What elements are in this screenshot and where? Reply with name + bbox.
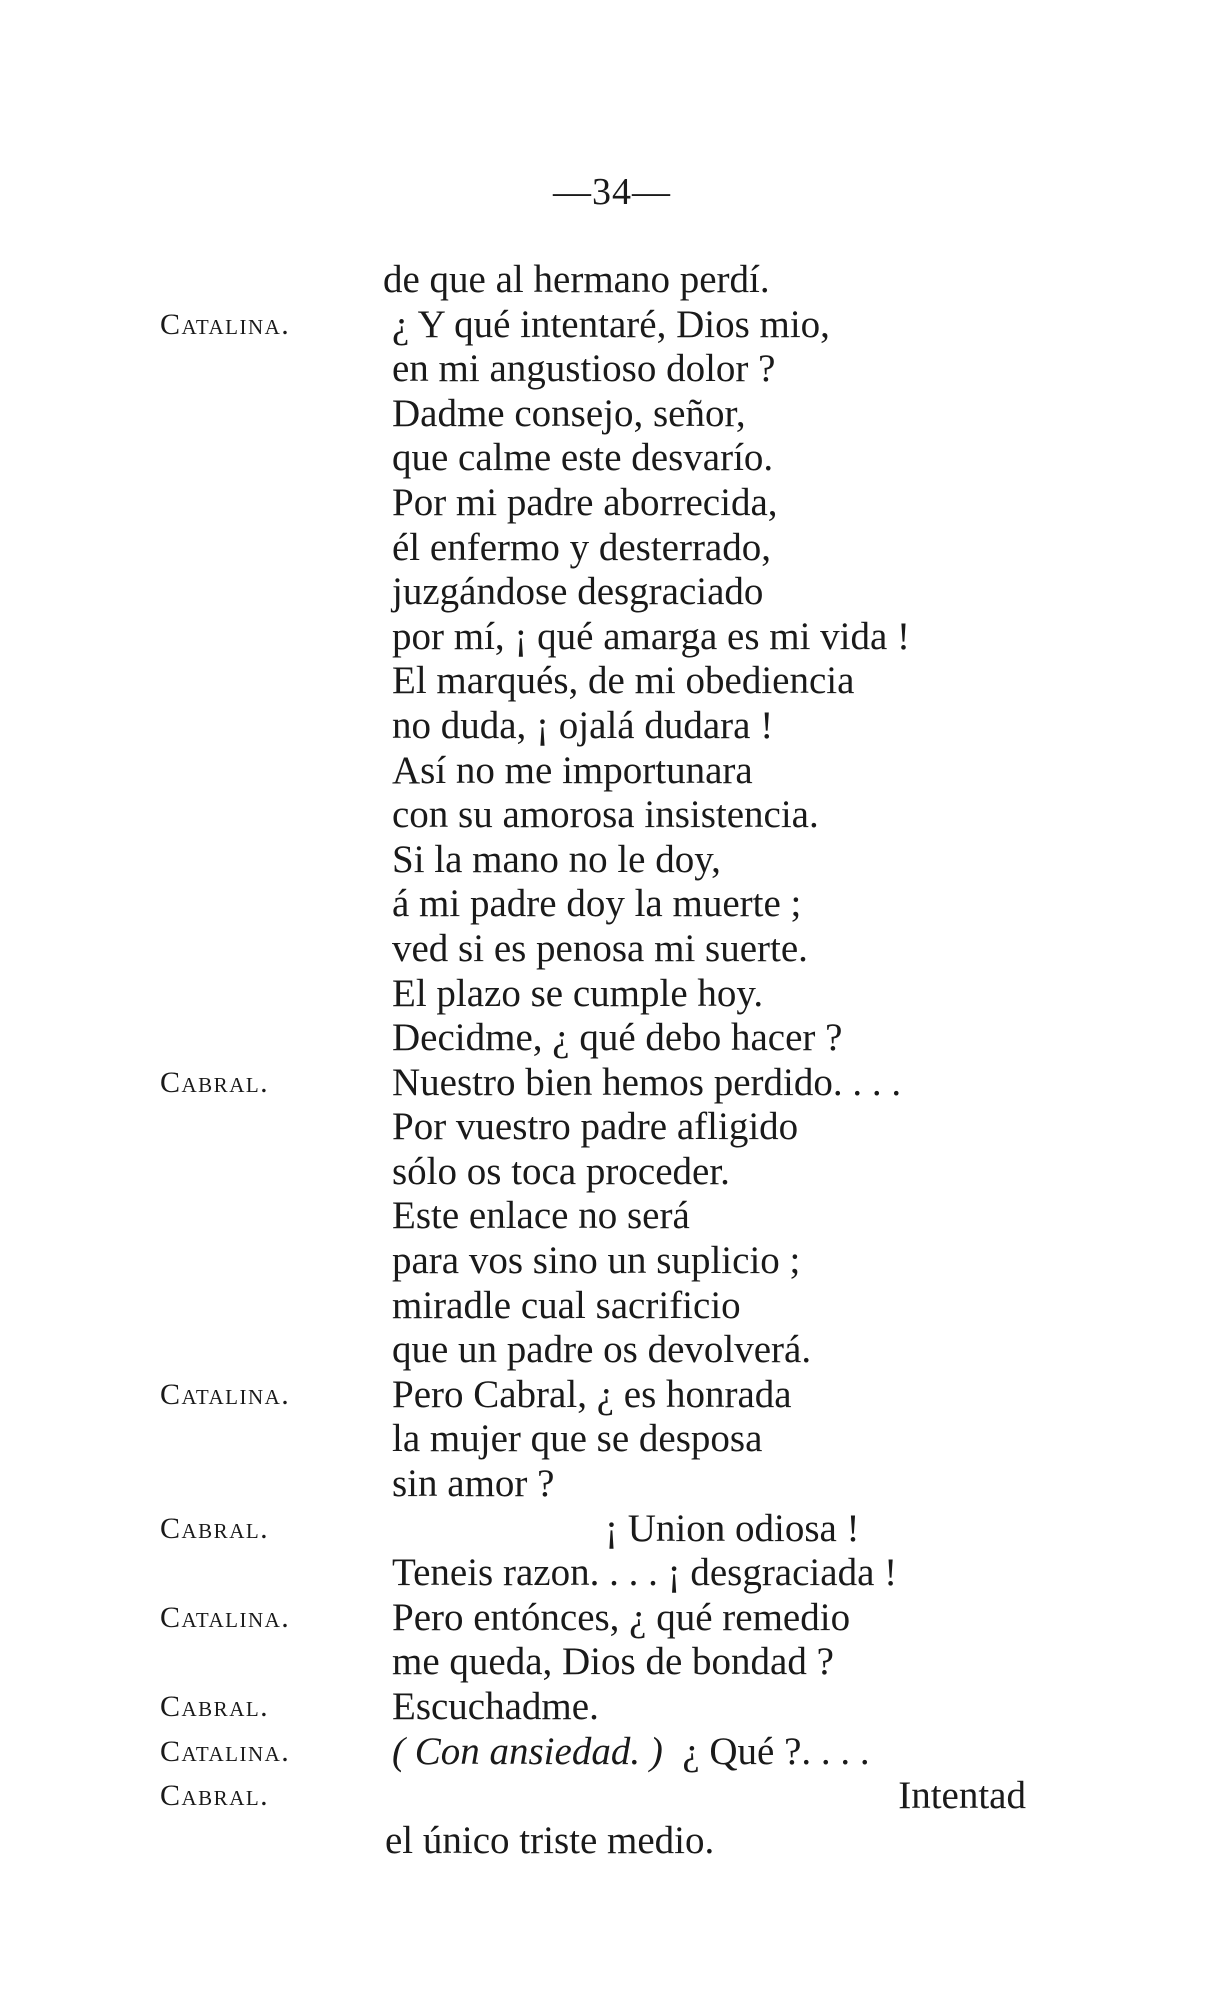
verse-text: para vos sino un suplicio ; [392,1239,801,1283]
verse-line [0,303,1224,348]
page-number: —34— [553,171,671,213]
verse-line [0,1284,1224,1329]
verse-text: en mi angustioso dolor ? [392,347,776,391]
verse-line [0,1150,1224,1195]
play-dialogue [0,258,1224,1863]
verse-text: Intentad [898,1774,1026,1818]
speaker-name: Cabral. [160,1779,270,1813]
verse-line [0,1462,1224,1507]
verse-text: Dadme consejo, señor, [392,391,746,435]
verse-line [0,615,1224,660]
verse-text: ved si es penosa mi suerte. [392,926,808,970]
verse-text: que un padre os devolverá. [392,1328,812,1372]
speaker-name: Catalina. [160,307,291,341]
verse-text: Pero Cabral, ¿ es honrada [392,1372,792,1416]
verse-text: ¡ Union odiosa ! [605,1506,860,1550]
verse-text: que calme este desvarío. [392,436,774,480]
verse-text: con su amorosa insistencia. [392,793,819,837]
verse-text: Por mi padre aborrecida, [392,480,778,524]
verse-line [0,1373,1224,1418]
verse-text: Por vuestro padre afligido [392,1105,799,1149]
verse-text: Si la mano no le doy, [392,837,721,881]
verse-text: él enfermo y desterrado, [392,525,771,569]
verse-line [0,1551,1224,1596]
verse-line [0,1507,1224,1552]
verse-text: de que al hermano perdí. [383,258,770,301]
verse-line [0,1819,1224,1864]
verse-text: me queda, Dios de bondad ? [392,1640,834,1684]
verse-text: Decidme, ¿ qué debo hacer ? [392,1016,843,1060]
verse-text: Escuchadme. [392,1685,599,1728]
verse-line [0,1328,1224,1373]
verse-line [0,793,1224,838]
verse-line [0,1596,1224,1641]
verse-line [0,526,1224,571]
verse-text: juzgándose desgraciado [392,570,764,614]
verse-line [0,1061,1224,1106]
verse-text: sólo os toca proceder. [392,1149,730,1193]
speaker-name: Catalina. [160,1734,291,1768]
verse-line [0,1774,1224,1819]
verse-text: por mí, ¡ qué amarga es mi vida ! [392,614,911,658]
verse-line [0,347,1224,392]
verse-text: ¿ Y qué intentaré, Dios mio, [392,302,830,346]
verse-line [0,704,1224,749]
verse-line [0,570,1224,615]
verse-text: El plazo se cumple hoy. [392,971,764,1015]
verse-text: la mujer que se desposa [392,1417,763,1461]
verse-line [0,972,1224,1017]
verse-line [0,1194,1224,1239]
verse-line [0,1239,1224,1284]
verse-text: Así no me importunara [392,748,753,792]
verse-line [0,1105,1224,1150]
verse-line [0,1730,1224,1775]
verse-text: Este enlace no será [392,1194,690,1238]
verse-line [0,481,1224,526]
verse-line [0,392,1224,437]
verse-line [0,659,1224,704]
verse-text: Teneis razon. . . . ¡ desgraciada ! [392,1551,898,1595]
verse-with-stage-direction [392,1730,870,1775]
verse-text: ¿ Qué ?. . . . [682,1729,870,1773]
verse-text: á mi padre doy la muerte ; [392,882,802,926]
verse-line [0,838,1224,883]
verse-line [0,1640,1224,1685]
verse-text: sin amor ? [392,1462,555,1506]
verse-line [0,1016,1224,1061]
speaker-name: Cabral. [160,1065,270,1099]
verse-line [0,882,1224,927]
verse-text: el único triste medio. [385,1818,715,1862]
speaker-name: Catalina. [160,1600,291,1634]
verse-text: Pero entónces, ¿ qué remedio [392,1595,851,1639]
verse-line [0,1417,1224,1462]
speaker-name: Cabral. [160,1511,270,1545]
verse-line [0,1685,1224,1730]
verse-text: Nuestro bien hemos perdido. . . . [392,1060,902,1104]
verse-line [0,927,1224,972]
verse-line [0,749,1224,794]
verse-text: miradle cual sacrificio [392,1283,741,1327]
verse-line [0,436,1224,481]
verse-text: no duda, ¡ ojalá dudara ! [392,703,774,747]
stage-direction: ( Con ansiedad. ) [392,1729,663,1773]
speaker-name: Cabral. [160,1690,270,1723]
verse-text: El marqués, de mi obediencia [392,659,855,703]
speaker-name: Catalina. [160,1377,291,1411]
verse-line [0,258,1224,303]
